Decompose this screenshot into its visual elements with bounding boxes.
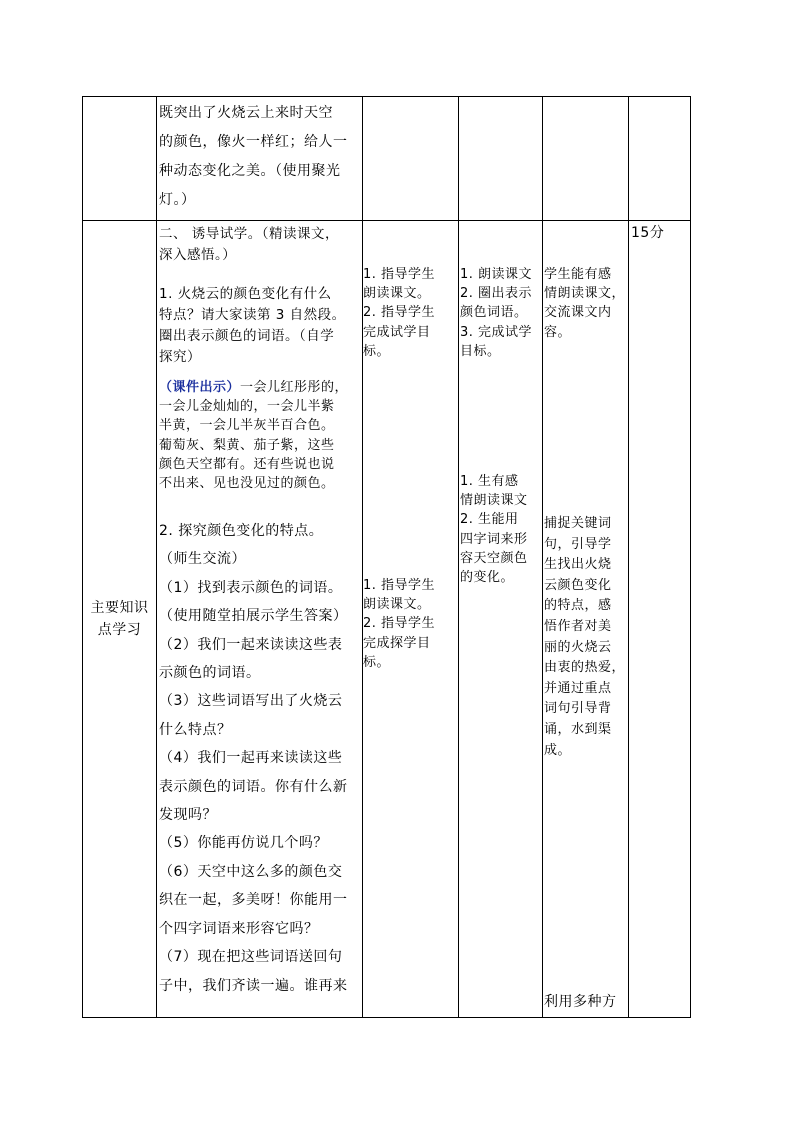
text-line: 完成探学目 <box>363 635 431 651</box>
table-row-divider <box>82 220 691 221</box>
text-line: 既突出了火烧云上来时天空 <box>159 105 333 121</box>
text-line: 探究） <box>159 349 201 365</box>
text-line: 葡萄灰、梨黄、茄子紫，这些 <box>159 437 335 453</box>
text-line: 2. 探究颜色变化的特点。 <box>159 523 324 539</box>
row1-content-cell <box>159 99 361 215</box>
text-line: （3）这些词语写出了火烧云 <box>159 693 343 710</box>
text-line: 特点？请大家读第 3 自然段。 <box>159 307 346 323</box>
text-line: （5）你能再仿说几个吗？ <box>159 835 328 852</box>
text-line: 圈出表示颜色的词语。（自学 <box>159 328 335 344</box>
text-line: 目标。 <box>460 343 501 359</box>
courseware-block <box>159 378 361 493</box>
text-line: 诵，水到渠 <box>544 721 612 737</box>
text-line: 一会儿红彤彤的， <box>240 380 349 395</box>
text-line: 半黄，一会儿半灰半百合色。 <box>159 418 335 434</box>
text-line: 学生能有感 <box>544 267 612 282</box>
time-allocation <box>631 221 689 245</box>
teacher-activity-1 <box>363 265 458 361</box>
text-line: （4）我们一起再来读读这些 <box>159 750 343 767</box>
text-line: 丽的火烧云 <box>544 639 612 655</box>
text-line: 子中，我们齐读一遍。谁再来 <box>159 977 348 994</box>
text-line: 并通过重点 <box>544 680 612 696</box>
teaching-question-2 <box>159 517 361 1000</box>
design-intent-1 <box>544 265 628 342</box>
text-line: 成。 <box>544 742 572 758</box>
table-border-bottom <box>82 1017 691 1018</box>
text-line: 不出来、见也没见过的颜色。 <box>159 476 335 492</box>
text-line: 个四字词语来形容它吗？ <box>159 920 319 937</box>
text-line: 的特点，感 <box>544 598 612 614</box>
text-line: 深入感悟。） <box>159 247 237 263</box>
text-line: （1）找到表示颜色的词语。 <box>159 579 343 596</box>
text-line: 发现吗？ <box>159 807 217 824</box>
text-line: 利用多种方 <box>544 994 617 1010</box>
text-line: 由衷的热爱， <box>544 660 626 676</box>
text-line: 2. 指导学生 <box>363 305 436 321</box>
student-activity-1 <box>460 265 542 361</box>
text-line: （7）现在把这些词语送回句 <box>159 949 343 966</box>
table-border-top <box>82 96 691 97</box>
table-border-right <box>690 96 691 1018</box>
table-border-left <box>82 96 83 1018</box>
text-line: 悟作者对美 <box>544 618 612 634</box>
text-line: 朗读课文。 <box>363 597 431 613</box>
table-divider-col2 <box>362 96 363 1018</box>
teaching-question-1 <box>159 284 361 368</box>
text-line: 捕捉关键词 <box>544 516 612 531</box>
text-line: 生找出火烧 <box>544 557 612 573</box>
text-line: 颜色词语。 <box>460 305 528 321</box>
text-line: 云颜色变化 <box>544 577 612 593</box>
table-divider-col1 <box>156 96 157 1018</box>
table-divider-col5 <box>628 96 629 1018</box>
teaching-content-head <box>159 224 361 266</box>
text-line: 标。 <box>363 343 391 359</box>
text-line: 容。 <box>544 324 572 340</box>
text-line: 1. 朗读课文 <box>460 267 533 282</box>
text-line: 情朗读课文 <box>460 493 528 509</box>
text-line: 种动态变化之美。（使用聚光 <box>159 163 341 179</box>
section-label-line: 主要知识 <box>90 600 149 616</box>
text-line: 交流课文内 <box>544 305 612 321</box>
section-label-cell <box>83 597 156 641</box>
text-line: 二、 诱导试学。（精读课文， <box>159 226 340 242</box>
text-line: 朗读课文。 <box>363 286 431 302</box>
text-line: （2）我们一起来读读这些表 <box>159 636 343 653</box>
text-line: 1. 指导学生 <box>363 267 436 282</box>
text-line: 1. 指导学生 <box>363 578 436 593</box>
text-line: 容天空颜色 <box>460 550 528 566</box>
text-line: 词句引导背 <box>544 701 612 717</box>
text-line: 标。 <box>363 654 391 670</box>
design-intent-3 <box>544 990 628 1014</box>
text-line: 的颜色，像火一样红；给人一 <box>159 134 348 150</box>
table-divider-col4 <box>542 96 543 1018</box>
text-line: 的变化。 <box>460 570 515 586</box>
text-line: 示颜色的词语。 <box>159 665 261 682</box>
text-line: 完成试学目 <box>363 324 431 340</box>
text-line: 情朗读课文， <box>544 286 626 302</box>
text-line: （师生交流） <box>159 551 246 568</box>
text-line: 3. 完成试学 <box>460 324 533 340</box>
text-line: 2. 指导学生 <box>363 616 436 632</box>
text-line: 四字词来形 <box>460 531 528 547</box>
table-divider-col3 <box>458 96 459 1018</box>
text-line: 1. 火烧云的颜色变化有什么 <box>159 286 332 302</box>
text-line: 句，引导学 <box>544 536 612 552</box>
text-line: 2. 生能用 <box>460 512 519 528</box>
student-activity-2 <box>460 472 542 587</box>
text-line: （6）天空中这么多的颜色交 <box>159 863 343 880</box>
text-line: 表示颜色的词语。你有什么新 <box>159 778 348 795</box>
text-line: 2. 圈出表示 <box>460 286 533 302</box>
text-line: 1. 生有感 <box>460 474 519 489</box>
text-line: 一会儿金灿灿的，一会儿半紫 <box>159 399 335 415</box>
text-line: （使用随堂拍展示学生答案） <box>159 608 348 625</box>
text-line: 什么特点？ <box>159 721 232 738</box>
text-line: 颜色天空都有。还有些说也说 <box>159 456 335 472</box>
teacher-activity-2 <box>363 576 458 672</box>
section-label-line: 点学习 <box>97 622 142 638</box>
design-intent-2 <box>544 514 628 761</box>
text-line: 灯。） <box>159 192 196 208</box>
time-value: 15分 <box>631 225 665 241</box>
text-line: 织在一起，多美呀！你能用一 <box>159 892 348 909</box>
courseware-label: （课件出示） <box>159 380 241 395</box>
